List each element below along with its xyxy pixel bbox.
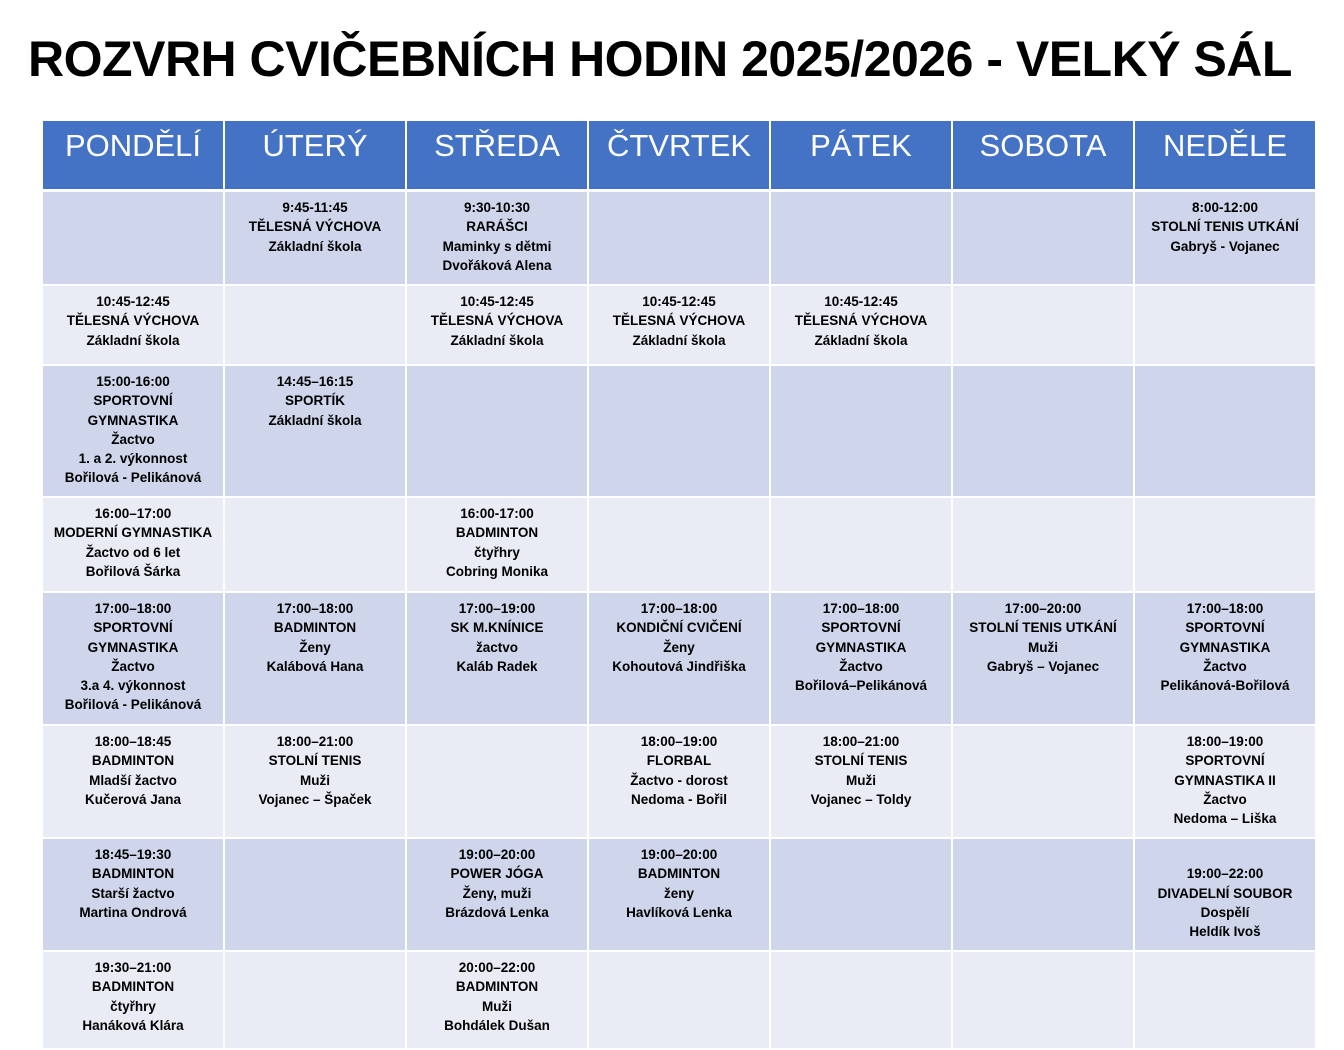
activity-line: Bořilová - Pelikánová — [64, 697, 202, 713]
activity-line: GYMNASTIKA — [1179, 639, 1271, 655]
day-header-row — [42, 121, 1316, 191]
activity-line: Ženy — [663, 639, 695, 655]
day-header-friday: PÁTEK — [770, 121, 952, 191]
schedule-cell-wednesday — [406, 285, 588, 365]
activity-time: 17:00–18:00 — [640, 601, 718, 616]
activity-line: SK M.KNÍNICE — [450, 620, 544, 636]
activity-line: GYMNASTIKA — [87, 412, 179, 428]
activity-line: DIVADELNÍ SOUBOR — [1157, 885, 1293, 901]
schedule-cell-thursday — [588, 725, 770, 838]
activity-time: 10:45-12:45 — [460, 294, 534, 309]
activity-line: Hanáková Klára — [82, 1017, 184, 1033]
activity-time: 19:00–20:00 — [640, 847, 718, 862]
schedule-cell-saturday — [952, 592, 1134, 725]
schedule-cell-friday — [770, 725, 952, 838]
activity-line: čtyřhry — [110, 998, 156, 1014]
activity-line: Dvořáková Alena — [442, 257, 552, 273]
schedule-body — [42, 191, 1316, 1050]
activity-line: BADMINTON — [455, 979, 539, 995]
activity-time: 15:00-16:00 — [96, 374, 170, 389]
activity-line: Bohdálek Dušan — [444, 1017, 550, 1033]
schedule-cell-tuesday — [224, 365, 406, 497]
schedule-row — [42, 285, 1316, 365]
activity-line: STOLNÍ TENIS — [814, 753, 908, 769]
schedule-cell-friday — [770, 285, 952, 365]
activity-line: FLORBAL — [646, 753, 712, 769]
activity-line: Dospělí — [1200, 904, 1250, 920]
schedule-cell-sunday — [1134, 838, 1316, 951]
activity-time: 10:45-12:45 — [96, 294, 170, 309]
activity-line: čtyřhry — [474, 544, 520, 560]
activity-time: 18:00–21:00 — [822, 734, 900, 749]
activity-line: Žactvo — [111, 658, 155, 674]
activity-time: 17:00–19:00 — [458, 601, 536, 616]
schedule-cell-sunday — [1134, 497, 1316, 592]
day-header-saturday: SOBOTA — [952, 121, 1134, 191]
schedule-cell-friday — [770, 592, 952, 725]
activity-line: Žactvo — [1203, 791, 1247, 807]
activity-time: 17:00–18:00 — [94, 601, 172, 616]
activity-time — [1137, 845, 1313, 864]
schedule-row — [42, 838, 1316, 951]
day-header-sunday: NEDĚLE — [1134, 121, 1316, 191]
activity-line: Kohoutová Jindřiška — [612, 658, 746, 674]
schedule-cell-wednesday — [406, 497, 588, 592]
schedule-cell-thursday — [588, 497, 770, 592]
activity-line: Muži — [1028, 639, 1058, 655]
schedule-cell-tuesday — [224, 838, 406, 951]
schedule-cell-monday — [42, 497, 224, 592]
schedule-cell-saturday — [952, 365, 1134, 497]
activity-time: 8:00-12:00 — [1191, 200, 1259, 215]
activity-line: Muži — [482, 998, 512, 1014]
schedule-cell-saturday — [952, 951, 1134, 1049]
activity-line: Nedoma – Liška — [1173, 811, 1277, 827]
activity-line: Bořilová Šárka — [85, 563, 181, 579]
schedule-cell-sunday — [1134, 951, 1316, 1049]
schedule-cell-wednesday — [406, 725, 588, 838]
activity-line: Žactvo — [1203, 658, 1247, 674]
schedule-cell-monday — [42, 191, 224, 286]
activity-line: Starší žactvo — [91, 885, 175, 901]
schedule-cell-monday — [42, 592, 224, 725]
schedule-cell-tuesday — [224, 191, 406, 286]
activity-line: Brázdová Lenka — [445, 904, 549, 920]
schedule-cell-thursday — [588, 285, 770, 365]
activity-line: Pelikánová-Bořilová — [1160, 678, 1290, 694]
schedule-cell-wednesday — [406, 951, 588, 1049]
activity-time: 16:00-17:00 — [460, 506, 534, 521]
activity-line: Žactvo — [839, 658, 883, 674]
activity-time: 18:45–19:30 — [94, 847, 172, 862]
schedule-cell-sunday — [1134, 191, 1316, 286]
activity-line: Základní škola — [450, 332, 544, 348]
activity-line: Žactvo — [111, 431, 155, 447]
schedule-cell-thursday — [588, 951, 770, 1049]
schedule-cell-sunday — [1134, 725, 1316, 838]
schedule-cell-friday — [770, 191, 952, 286]
activity-line: TĚLESNÁ VÝCHOVA — [430, 313, 564, 329]
activity-line: BADMINTON — [91, 979, 175, 995]
activity-line: STOLNÍ TENIS — [268, 753, 362, 769]
schedule-cell-wednesday — [406, 838, 588, 951]
activity-line: TĚLESNÁ VÝCHOVA — [66, 313, 200, 329]
schedule-cell-saturday — [952, 191, 1134, 286]
schedule-cell-tuesday — [224, 497, 406, 592]
activity-line: Žactvo - dorost — [630, 772, 728, 788]
activity-line: Maminky s dětmi — [442, 238, 552, 254]
schedule-row — [42, 497, 1316, 592]
activity-line: Vojanec – Špaček — [258, 791, 372, 807]
activity-line: GYMNASTIKA — [815, 639, 907, 655]
activity-line: Základní škola — [268, 412, 362, 428]
day-header-monday: PONDĚLÍ — [42, 121, 224, 191]
activity-line: Základní škola — [268, 238, 362, 254]
schedule-cell-monday — [42, 838, 224, 951]
activity-line: Kaláb Radek — [456, 658, 538, 674]
activity-line: SPORTOVNÍ — [1185, 753, 1265, 769]
activity-time: 19:30–21:00 — [94, 960, 172, 975]
activity-line: BADMINTON — [637, 866, 721, 882]
activity-line: Cobring Monika — [446, 563, 548, 579]
activity-line: GYMNASTIKA — [87, 639, 179, 655]
schedule-cell-sunday — [1134, 592, 1316, 725]
activity-line: SPORTOVNÍ — [93, 393, 173, 409]
schedule-row — [42, 592, 1316, 725]
schedule-cell-saturday — [952, 285, 1134, 365]
schedule-cell-friday — [770, 497, 952, 592]
activity-line: TĚLESNÁ VÝCHOVA — [612, 313, 746, 329]
activity-line: SPORTÍK — [284, 393, 345, 409]
schedule-cell-friday — [770, 365, 952, 497]
schedule-cell-thursday — [588, 191, 770, 286]
schedule-cell-saturday — [952, 725, 1134, 838]
activity-line: Žactvo od 6 let — [85, 544, 181, 560]
activity-line: Kalábová Hana — [266, 658, 364, 674]
activity-line: STOLNÍ TENIS UTKÁNÍ — [969, 620, 1117, 636]
activity-line: POWER JÓGA — [450, 866, 544, 882]
schedule-cell-friday — [770, 838, 952, 951]
schedule-row — [42, 365, 1316, 497]
day-header-thursday: ČTVRTEK — [588, 121, 770, 191]
activity-line: 1. a 2. výkonnost — [78, 451, 188, 467]
schedule-cell-thursday — [588, 838, 770, 951]
schedule-cell-tuesday — [224, 951, 406, 1049]
schedule-row — [42, 951, 1316, 1049]
activity-line: Základní škola — [86, 332, 180, 348]
activity-line: BADMINTON — [455, 525, 539, 541]
activity-time: 17:00–20:00 — [1004, 601, 1082, 616]
activity-line: KONDIČNÍ CVIČENÍ — [616, 620, 742, 636]
activity-time: 17:00–18:00 — [276, 601, 354, 616]
day-header-tuesday: ÚTERÝ — [224, 121, 406, 191]
schedule-cell-tuesday — [224, 725, 406, 838]
schedule-cell-sunday — [1134, 365, 1316, 497]
activity-line: TĚLESNÁ VÝCHOVA — [794, 313, 928, 329]
activity-time: 14:45–16:15 — [276, 374, 354, 389]
activity-line: BADMINTON — [91, 753, 175, 769]
schedule-row — [42, 725, 1316, 838]
activity-line: SPORTOVNÍ — [93, 620, 173, 636]
schedule-cell-thursday — [588, 592, 770, 725]
activity-time: 9:30-10:30 — [463, 200, 531, 215]
schedule-cell-monday — [42, 365, 224, 497]
activity-line: Mladší žactvo — [89, 772, 177, 788]
activity-line: Vojanec – Toldy — [810, 791, 912, 807]
activity-line: SPORTOVNÍ — [821, 620, 901, 636]
activity-line: RARÁŠCI — [466, 219, 528, 235]
activity-line: Bořilová–Pelikánová — [794, 678, 928, 694]
schedule-cell-wednesday — [406, 191, 588, 286]
activity-line: Havlíková Lenka — [626, 904, 732, 920]
schedule-cell-tuesday — [224, 592, 406, 725]
activity-line: Heldík Ivoš — [1189, 924, 1261, 940]
activity-time: 17:00–18:00 — [822, 601, 900, 616]
activity-time: 18:00–18:45 — [94, 734, 172, 749]
schedule-cell-wednesday — [406, 592, 588, 725]
activity-line: Muži — [846, 772, 876, 788]
schedule-row — [42, 191, 1316, 286]
activity-line: MODERNÍ GYMNASTIKA — [53, 525, 213, 541]
activity-line: Základní škola — [814, 332, 908, 348]
activity-time: 18:00–21:00 — [276, 734, 354, 749]
activity-time: 9:45-11:45 — [282, 200, 348, 215]
activity-line: Muži — [300, 772, 330, 788]
schedule-table — [41, 121, 1317, 1050]
schedule-cell-sunday — [1134, 285, 1316, 365]
schedule-cell-saturday — [952, 497, 1134, 592]
activity-line: BADMINTON — [91, 866, 175, 882]
activity-time: 10:45-12:45 — [642, 294, 716, 309]
schedule-cell-monday — [42, 951, 224, 1049]
activity-line: TĚLESNÁ VÝCHOVA — [248, 219, 382, 235]
activity-time: 19:00–20:00 — [458, 847, 536, 862]
activity-line: Ženy, muži — [462, 885, 532, 901]
schedule-cell-monday — [42, 725, 224, 838]
schedule-cell-monday — [42, 285, 224, 365]
activity-line: ženy — [663, 885, 694, 901]
activity-line: Gabryš - Vojanec — [1170, 238, 1280, 254]
activity-line: Gabryš – Vojanec — [986, 658, 1100, 674]
activity-time: 18:00–19:00 — [640, 734, 718, 749]
activity-line: SPORTOVNÍ — [1185, 620, 1265, 636]
activity-line: GYMNASTIKA II — [1174, 772, 1276, 788]
schedule-cell-saturday — [952, 838, 1134, 951]
activity-line: Bořilová - Pelikánová — [64, 470, 202, 486]
activity-line: 19:00–22:00 — [1186, 866, 1264, 882]
activity-line: STOLNÍ TENIS UTKÁNÍ — [1151, 219, 1299, 235]
activity-line: BADMINTON — [273, 620, 357, 636]
day-header-wednesday: STŘEDA — [406, 121, 588, 191]
activity-line: Martina Ondrová — [79, 904, 187, 920]
activity-line: 3.a 4. výkonnost — [80, 678, 186, 694]
activity-line: Základní škola — [632, 332, 726, 348]
activity-line: žactvo — [475, 639, 519, 655]
page-title: ROZVRH CVIČEBNÍCH HODIN 2025/2026 - VELKÝ SÁL — [28, 31, 1292, 87]
activity-time: 17:00–18:00 — [1186, 601, 1264, 616]
activity-time: 10:45-12:45 — [824, 294, 898, 309]
schedule-cell-friday — [770, 951, 952, 1049]
activity-time: 18:00–19:00 — [1186, 734, 1264, 749]
activity-time: 20:00–22:00 — [458, 960, 536, 975]
activity-time: 16:00–17:00 — [94, 506, 172, 521]
schedule-cell-wednesday — [406, 365, 588, 497]
activity-line: Nedoma - Bořil — [630, 791, 727, 807]
activity-line: Ženy — [299, 639, 331, 655]
schedule-cell-thursday — [588, 365, 770, 497]
schedule-cell-tuesday — [224, 285, 406, 365]
activity-line: Kučerová Jana — [84, 791, 182, 807]
